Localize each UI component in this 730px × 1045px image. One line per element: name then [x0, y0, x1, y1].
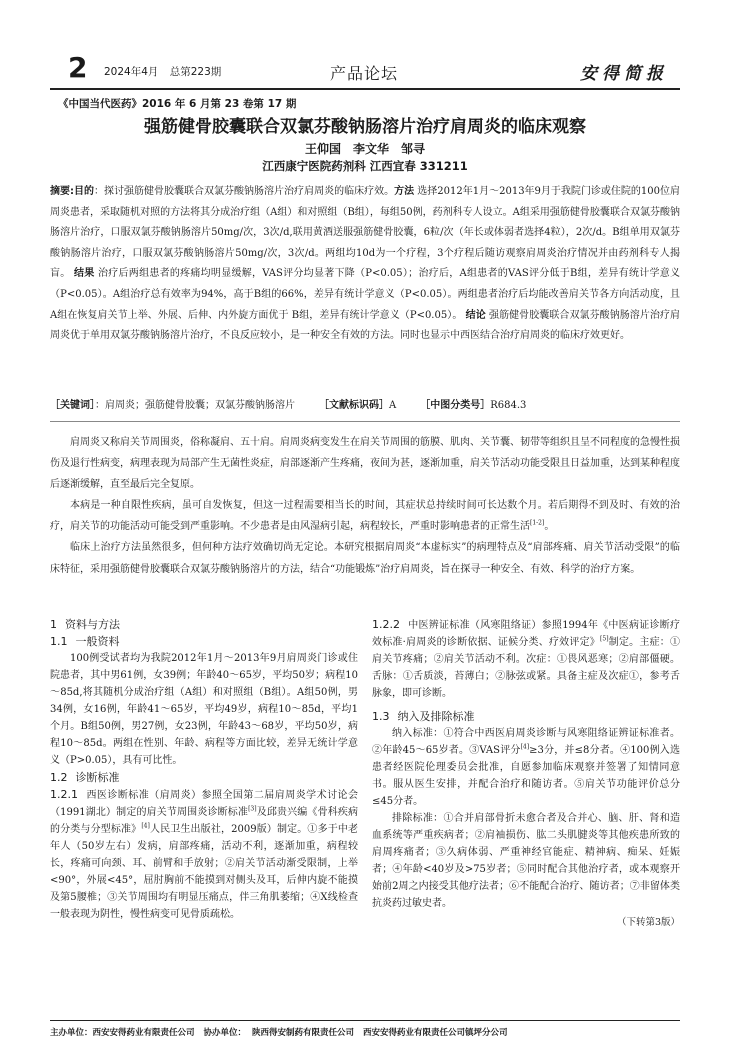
- subsection-heading: 1.2 诊断标准: [50, 771, 120, 784]
- intro-paragraph: 肩周炎又称肩关节周围炎，俗称凝肩、五十肩。肩周炎病变发生在肩关节周围的筋膜、肌肉、关节囊、韧带等组织且呈不同程度的急慢性损伤及退行性病变，病理表现为局部产生无菌性炎症，肩部逐渐产生疼痛，夜间为甚，逐渐加重，肩关节活动功能受限且日益加重，达到某种程度后逐渐缓解，直至最后完全复原。: [50, 437, 680, 491]
- co-host-label: 协办单位：: [203, 1028, 246, 1038]
- footer: [50, 1020, 680, 1038]
- results-text: 治疗后两组患者的疼痛均明显缓解，VAS评分均显著下降（P<0.05）；治疗后，A组患者的VAS评分低于B组，差异有统计学意义（P<0.05）。A组治疗总有效率为94%，高于B组的66%，差异有统计学意义（P<0.05）。两组患者治疗后均能改善肩关节各方向活动度，且A组在恢复肩关节上举、外展、后伸、内外旋方面优于 B组，差异有统计学意义（P<0.05）。: [50, 268, 681, 321]
- abstract-label: 摘要:: [50, 186, 75, 197]
- methods-label: 方法: [394, 186, 415, 197]
- page-number: 2: [68, 51, 88, 84]
- class-code: R684.3: [490, 400, 527, 411]
- issue-info: [104, 64, 229, 79]
- left-column: [50, 616, 358, 923]
- western-diagnosis-paragraph: 1.2.1 西医诊断标准（肩周炎）参照全国第二届肩周炎学术讨论会（1991湖北）制定的肩关节周围炎诊断标准[3]及邱贵兴编《骨科疾病的分类与分型标准》[4]人民卫生出版社，2009版）制定。①多于中老年人（50岁左右）发病，肩部疼痛，活动不利，逐渐加重，病程较长，疼痛可向颈、耳、前臂和手放射；②肩关节活动渐受限制，上举<90°，外展<45°，屈肘胸前不能摸到对侧头及耳，后伸内旋不能摸及第5腰椎；③关节周围均有明显压痛点，伴三角肌萎缩；④X线检查一般表现为阴性，慢性病变可见骨质疏松。: [50, 788, 359, 920]
- section-title: 产品论坛: [330, 64, 399, 83]
- right-column: [372, 616, 680, 931]
- keywords-rule: [50, 421, 680, 422]
- tcm-diagnosis-paragraph: 1.2.2 中医辨证标准（风寒阻络证）参照1994年《中医病证诊断疗效标准·肩周炎的诊断依据、证候分类、疗效评定》[5]制定。主症：①肩关节疼痛；②肩关节活动不利。次症：①畏风恶寒；②肩部僵硬。舌脉：①舌质淡，苔薄白；②脉弦或紧。具备主症及次症①，参考舌脉象，即可诊断。: [372, 618, 681, 699]
- abstract: [50, 182, 680, 347]
- subsection-heading: 1.1 一般资料: [50, 635, 120, 648]
- keywords-label: ［关键词］: [50, 400, 95, 411]
- conclusion-label: 结论: [465, 309, 486, 321]
- objective-label: 目的: [74, 186, 95, 197]
- exclusion-paragraph: 排除标准：①合并肩部骨折未愈合者及合并心、脑、肝、肾和造血系统等严重疾病者；②肩袖损伤、肱二头肌腱炎等其他疾患所致的肩周疼痛者；③久病体弱、严重神经官能症、精神病、痴呆、妊娠者；④年龄<40岁及>75岁者；⑤同时配合其他治疗者，或本观察开始前2周之内接受其他疗法者；⑥不能配合治疗、随访者；⑦非留体类抗炎药过敏史者。: [372, 813, 680, 909]
- citation: [5]: [600, 635, 609, 643]
- co-host-unit: 西安安得药业有限责任公司镇坪分公司: [362, 1028, 508, 1038]
- co-host-unit: 陕西得安制药有限责任公司: [252, 1028, 355, 1038]
- article-source: 《中国当代医药》2016 年 6 月第 23 卷第 17 期: [58, 98, 297, 110]
- results-label: 结果: [74, 268, 95, 280]
- methods-text: 选择2012年1月～2013年9月于我院门诊或住院的100位肩周炎患者，采取随机对照的方法将其分成治疗组（A组）和对照组（B组），每组50例，药剂科专人设立。A组采用强筋健骨胶囊联合双氯芬酸钠肠溶片治疗，口服双氯芬酸钠肠溶片50mg/次，3次/d,联用黄酒送服强筋健骨胶囊，6粒/次（年长或体弱者选择4粒），2次/d。B组单用双氯芬酸钠肠溶片治疗，口服双氯芬酸钠肠溶片50mg/次，3次/d。两组均10d为一个疗程，3个疗程后随访观察肩周炎治疗情况并由药剂科专人揭盲。: [50, 186, 681, 280]
- citation: [3]: [248, 805, 257, 813]
- class-code-label: ［中图分类号］: [420, 400, 491, 411]
- continued-note: （下转第3版）: [616, 917, 680, 928]
- section-heading: 1 资料与方法: [50, 618, 120, 631]
- article-affiliation: 江西康宁医院药剂科 江西宜春 331211: [262, 159, 468, 173]
- doc-code: A: [389, 400, 397, 411]
- keywords-text: ：肩周炎；强筋健骨胶囊；双氯芬酸钠肠溶片: [95, 400, 295, 411]
- conclusion-text: 强筋健骨胶囊联合双氯芬酸钠肠溶片治疗肩周炎优于单用双氯芬酸钠肠溶片治疗，不良反应较小，是一种安全有效的方法。同时也显示中西医结合治疗肩周炎的临床疗效更好。: [50, 309, 681, 342]
- subsection-heading: 1.3 纳入及排除标准: [372, 710, 475, 723]
- objective-text: ：探讨强筋健骨胶囊联合双氯芬酸钠肠溶片治疗肩周炎的临床疗效。: [94, 186, 395, 197]
- intro-paragraph: 本病是一种自限性疾病，虽可自发恢复，但这一过程需要相当长的时间，其症状总持续时间可长达数个月。若后期得不到及时、有效的治疗，肩关节的功能活动可能受到严重影响。不少患者是由风湿病引起，病程较长，严重时影响患者的正常生活[1-2]。: [50, 500, 680, 533]
- keywords-line: [50, 398, 680, 414]
- general-data-paragraph: 100例受试者均为我院2012年1月～2013年9月肩周炎门诊或住院患者，其中男61例，女39例；年龄40～65岁，平均50岁；病程10～85d,将其随机分成治疗组（A组）和对照组（B组）。A组50例，男34例，女16例，年龄41～65岁，平均49岁，病程10～85d，平均1个月。B组50例，男27例，女23例，年龄43～68岁，平均50岁，病程10～85d。两组在性别、年龄、病程等方面比较，差异无统计学意义（P>0.05），具有可比性。: [50, 653, 358, 766]
- host-unit: 主办单位：西安安得药业有限责任公司: [50, 1028, 195, 1038]
- article-title: 强筋健骨胶囊联合双氯芬酸钠肠溶片治疗肩周炎的临床观察: [144, 117, 586, 137]
- citation: [4]: [520, 743, 530, 751]
- introduction: [50, 432, 680, 580]
- doc-code-label: ［文献标识码］: [319, 400, 389, 411]
- masthead: [50, 50, 680, 92]
- issue-date: 2024年4月: [104, 66, 159, 78]
- issue-number: 总第223期: [169, 66, 222, 78]
- inclusion-paragraph: 纳入标准：①符合中西医肩周炎诊断与风寒阻络证辨证标准者。②年龄45～65岁者。③VAS评分[4]≥3分，并≤8分者。④100例入选患者经医院伦理委员会批准，自愿参加临床观察并签署了知情同意书。服从医生安排，并配合治疗和随访者。⑤肩关节功能评价总分≤45分者。: [372, 728, 680, 807]
- citation: [1-2]: [530, 520, 545, 528]
- intro-paragraph: 临床上治疗方法虽然很多，但何种方法疗效确切尚无定论。本研究根据肩周炎“本虚标实”的病理特点及“肩部疼痛、肩关节活动受限”的临床特征，采用强筋健骨胶囊联合双氯芬酸钠肠溶片的方法，结合“功能锻炼”治疗肩周炎，旨在探寻一种安全、有效、科学的治疗方案。: [50, 542, 680, 575]
- citation: [4]: [141, 822, 150, 830]
- masthead-rule: [50, 88, 680, 90]
- article-authors: 王仰国 李文华 邹寻: [304, 142, 425, 156]
- brand-logo: 安得简报: [580, 64, 668, 84]
